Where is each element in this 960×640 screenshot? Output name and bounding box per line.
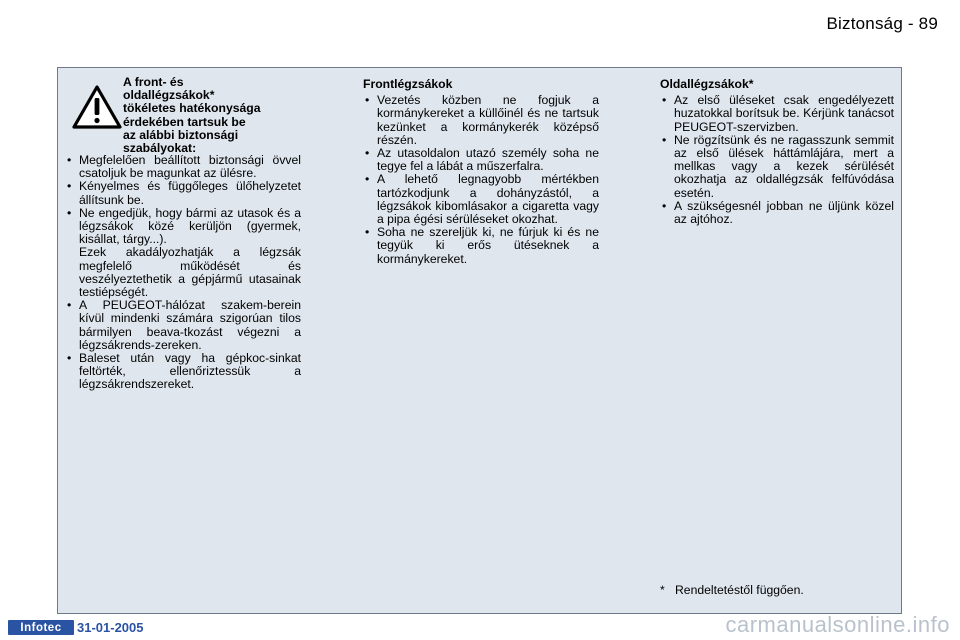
safety-panel xyxy=(57,67,902,614)
section-title: Oldallégzsákok* xyxy=(660,77,754,91)
list-item-extra: Ezek akadályozhatják a légzsák megfelelő működését és veszélyeztethetik a gépjármű utasainak testiépségét. xyxy=(79,245,301,300)
footnote-star: * xyxy=(660,583,665,597)
warning-title-line: az alábbi biztonsági xyxy=(123,127,239,142)
warning-title-line: tökéletes hatékonysága xyxy=(123,101,261,116)
warning-title-line: szabályokat: xyxy=(123,141,197,156)
warning-title xyxy=(123,76,303,155)
list-item-text: Baleset után vagy ha gépkoc-sinkat feltörték, ellenőriztessük a légzsákrendszereket. xyxy=(79,351,301,392)
list-item-text: Megfelelően beállított biztonsági övvel csatoljuk be magunkat az ülésre. xyxy=(79,153,301,181)
front-airbags-column xyxy=(363,78,599,266)
infotec-logo: Infotec xyxy=(8,620,74,635)
list-item: • Soha ne szereljük ki, ne fúrjuk ki és ne tegyük ki erős ütéseknek a kormánykereket. xyxy=(363,226,599,266)
list-item xyxy=(65,180,301,206)
list-item xyxy=(65,352,301,392)
page-header: Biztonság - 89 xyxy=(826,14,938,33)
list-item-text: A PEUGEOT-hálózat szakem-berein kívül mindenki számára szigorúan tilos bármilyen beava-tkozást végezni a légzsákrends-zereken. xyxy=(79,298,301,352)
warning-title-line: oldallégzsákok* xyxy=(123,88,215,103)
footnote xyxy=(660,583,804,597)
warning-triangle-icon xyxy=(71,84,123,130)
side-airbags-list xyxy=(660,94,894,226)
list-item-text: Kényelmes és függőleges ülőhelyzetet állítsunk be. xyxy=(79,179,301,207)
watermark: carmanualsonline.info xyxy=(725,612,950,637)
warning-list xyxy=(65,154,301,392)
warning-header xyxy=(65,76,301,154)
side-airbags-column xyxy=(660,78,894,226)
footnote-text: Rendeltetéstől függően. xyxy=(675,583,804,597)
warning-title-line: érdekében tartsuk be xyxy=(123,114,246,129)
list-item xyxy=(65,299,301,352)
list-item: • A lehető legnagyobb mértékben tartózkodjunk a dohányzástól, a légzsákok kibomlásakor a cigaretta vagy a pipa égési sérüléseket okozhat. xyxy=(363,173,599,226)
list-item: • Az első üléseket csak engedélyezett huzatokkal borítsuk be. Kérjünk tanácsot PEUGEOT-szervizben. xyxy=(660,94,894,134)
list-item xyxy=(65,154,301,180)
section-title: Frontlégzsákok xyxy=(363,77,453,91)
warning-title-line: A front- és xyxy=(123,75,184,89)
list-item: • Vezetés közben ne fogjuk a kormánykereket a küllőinél és ne tartsuk kezünket a kormánykerék középső részén. xyxy=(363,94,599,147)
list-item: • Ne rögzítsünk és ne ragasszunk semmit az első ülések háttámlájára, mert a mellkas vagy a kezek sérülését okozhatja az oldallégzsák felfúvódása esetén. xyxy=(660,134,894,200)
list-item: • Az utasoldalon utazó személy soha ne tegye fel a lábát a műszerfalra. xyxy=(363,147,599,173)
list-item-text: Ne engedjük, hogy bármi az utasok és a légzsákok közé kerüljön (gyermek, kisállat, tárgy...). xyxy=(79,205,301,247)
list-item xyxy=(65,207,301,299)
list-item: • A szükségesnél jobban ne üljünk közel az ajtóhoz. xyxy=(660,200,894,226)
front-airbags-list xyxy=(363,94,599,266)
footer-date: 31-01-2005 xyxy=(77,620,144,635)
warning-column xyxy=(65,76,301,392)
